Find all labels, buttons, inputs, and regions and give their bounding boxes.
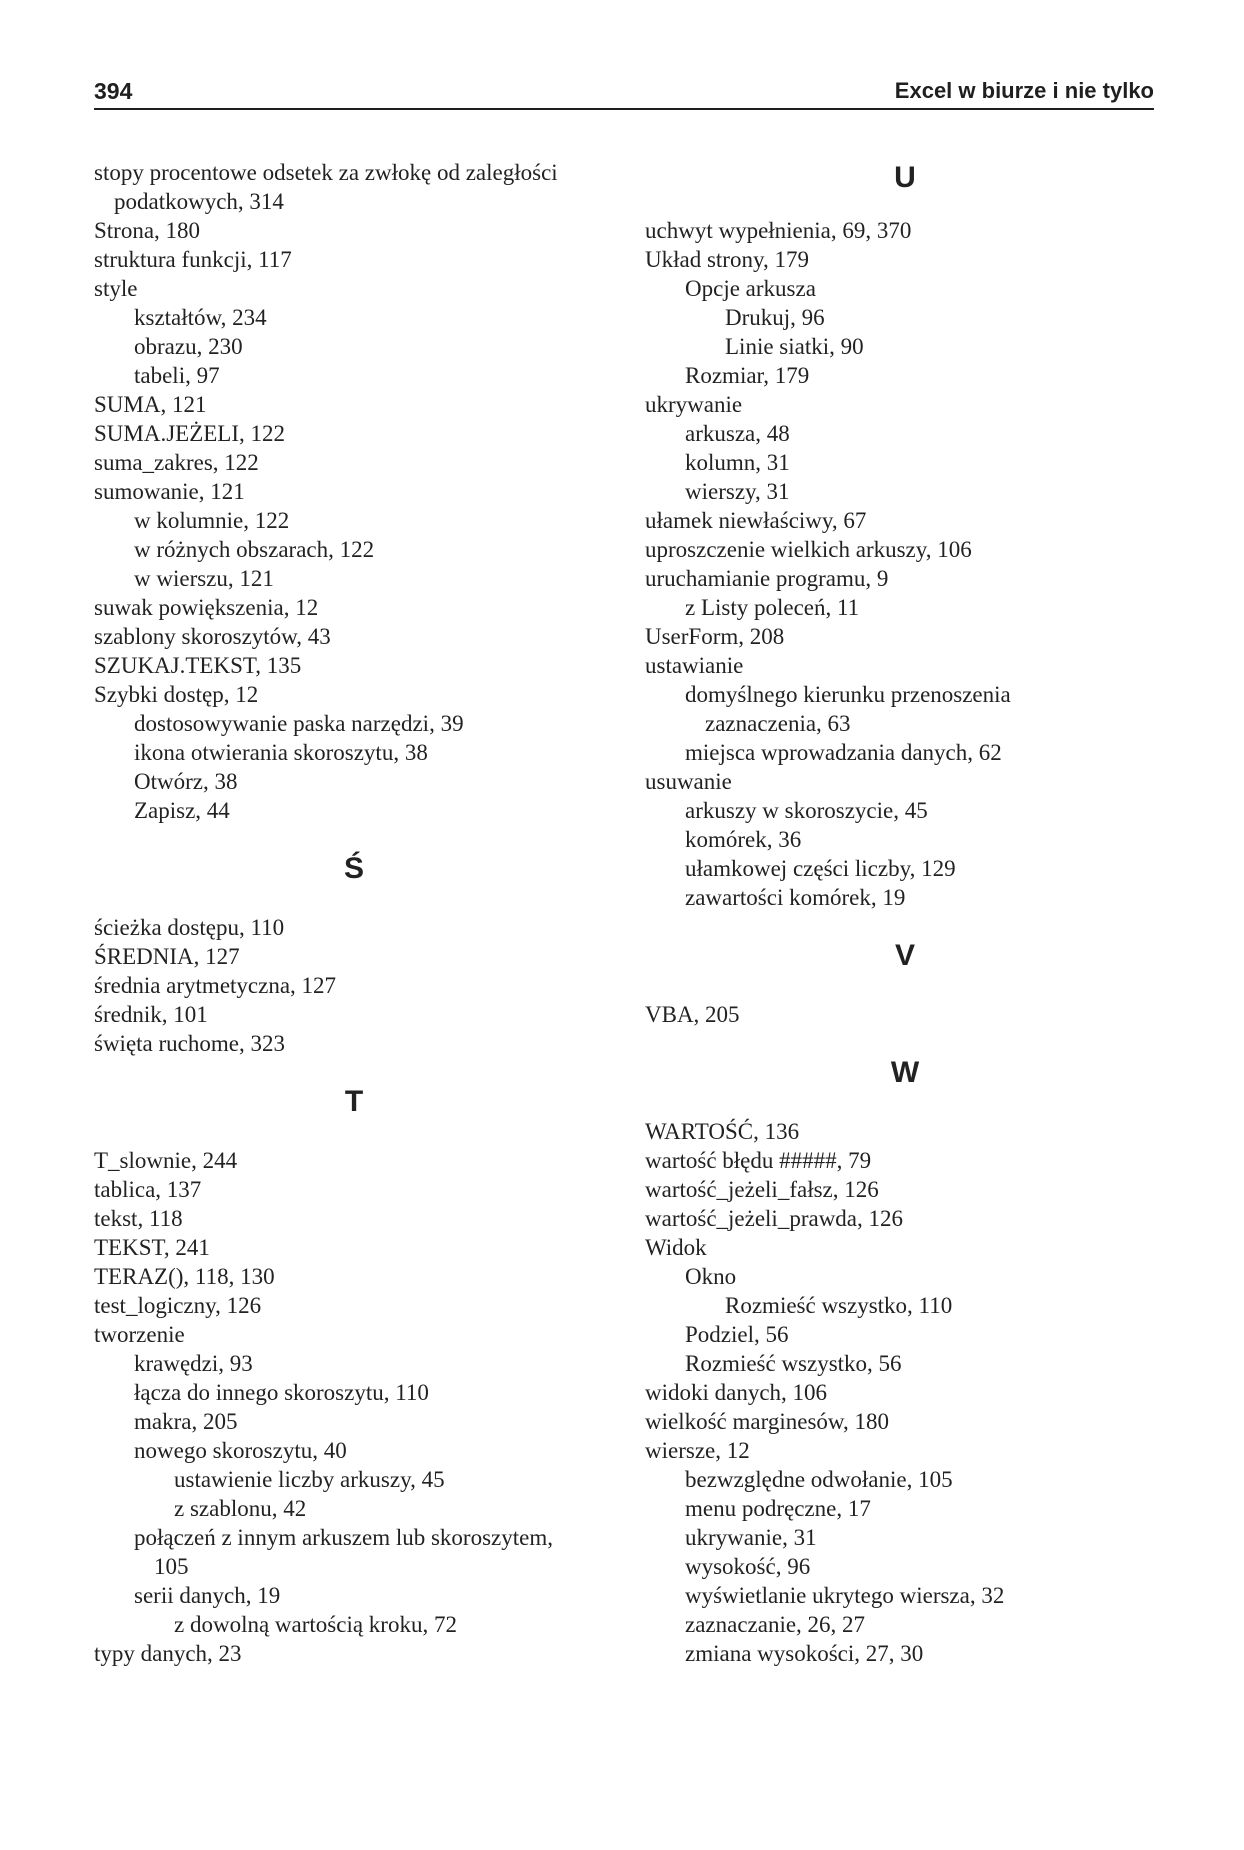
- entry-text: kształtów, 234: [134, 305, 267, 330]
- section-letter: U: [894, 161, 916, 194]
- entry-text: ułamek niewłaściwy, 67: [645, 508, 867, 533]
- index-subentry: [645, 680, 1165, 738]
- entry-text: suwak powiększenia, 12: [94, 595, 319, 620]
- entry-text: w wierszu, 121: [134, 566, 274, 591]
- index-subentry: [94, 332, 614, 361]
- index-subentry: [94, 796, 614, 825]
- section-letter: V: [894, 939, 915, 972]
- index-entry: [645, 1378, 1165, 1407]
- entry-text: z Listy poleceń, 11: [685, 595, 860, 620]
- index-subentry: [645, 332, 1165, 361]
- index-subentry: [94, 1494, 614, 1523]
- index-subentry: [645, 1291, 1165, 1320]
- entry-text: typy danych, 23: [94, 1641, 242, 1666]
- entry-text: ukrywanie, 31: [685, 1525, 817, 1550]
- entry-text: ukrywanie: [645, 392, 743, 417]
- section-letter: W: [890, 1056, 920, 1089]
- index-subentry: [645, 1349, 1165, 1378]
- index-subentry: [645, 1581, 1165, 1610]
- index-subentry: [645, 1552, 1165, 1581]
- entry-text: Okno: [685, 1264, 737, 1289]
- entry-text: zaznaczanie, 26, 27: [685, 1612, 866, 1637]
- index-entry: [94, 1639, 614, 1668]
- entry-text: obrazu, 230: [134, 334, 243, 359]
- entry-text: wysokość, 96: [685, 1554, 811, 1579]
- entry-text: w kolumnie, 122: [134, 508, 290, 533]
- entry-text: zmiana wysokości, 27, 30: [685, 1641, 924, 1666]
- entry-text: szablony skoroszytów, 43: [94, 624, 331, 649]
- entry-text: uruchamianie programu, 9: [645, 566, 889, 591]
- entry-text: z dowolną wartością kroku, 72: [174, 1612, 457, 1637]
- entry-text: Podziel, 56: [685, 1322, 789, 1347]
- index-entry: [645, 1175, 1165, 1204]
- entry-text: stopy procentowe odsetek za zwłokę od zaległości: [94, 160, 558, 185]
- page-number: 394: [94, 78, 133, 104]
- index-subentry: [94, 564, 614, 593]
- index-subentry: [645, 825, 1165, 854]
- index-subentry: [94, 1523, 614, 1581]
- index-subentry: [645, 361, 1165, 390]
- entry-text: Rozmiar, 179: [685, 363, 810, 388]
- section-letter: T: [344, 1085, 364, 1118]
- entry-text: wielkość marginesów, 180: [645, 1409, 890, 1434]
- entry-text: w różnych obszarach, 122: [134, 537, 375, 562]
- index-subentry: [645, 1494, 1165, 1523]
- entry-text: wiersze, 12: [645, 1438, 750, 1463]
- entry-text: SUMA, 121: [94, 392, 207, 417]
- index-entry: [94, 390, 614, 419]
- index-entry: [645, 506, 1165, 535]
- entry-text: WARTOŚĆ, 136: [645, 1119, 800, 1144]
- entry-text: suma_zakres, 122: [94, 450, 259, 475]
- index-entry: [94, 419, 614, 448]
- index-column-left: [94, 158, 614, 1668]
- section-letter: Ś: [343, 852, 364, 885]
- entry-text: Rozmieść wszystko, 56: [685, 1351, 902, 1376]
- index-subentry: [94, 303, 614, 332]
- entry-text: usuwanie: [645, 769, 732, 794]
- index-entry: [645, 535, 1165, 564]
- entry-text: arkusza, 48: [685, 421, 790, 446]
- entry-text: Otwórz, 38: [134, 769, 238, 794]
- index-subentry: [94, 535, 614, 564]
- index-subentry: [645, 274, 1165, 303]
- entry-text: średnik, 101: [94, 1002, 208, 1027]
- entry-text: wartość_jeżeli_fałsz, 126: [645, 1177, 879, 1202]
- entry-text: dostosowywanie paska narzędzi, 39: [134, 711, 464, 736]
- entry-text: menu podręczne, 17: [685, 1496, 871, 1521]
- entry-text: Strona, 180: [94, 218, 201, 243]
- index-entry: [94, 1175, 614, 1204]
- index-subentry: [645, 883, 1165, 912]
- index-entry: [94, 1320, 614, 1349]
- index-subentry: [645, 303, 1165, 332]
- index-entry: [645, 1146, 1165, 1175]
- entry-continuation: 105: [154, 1554, 189, 1579]
- entry-text: wartość błędu #####, 79: [645, 1148, 872, 1173]
- index-subentry: [94, 361, 614, 390]
- entry-text: z szablonu, 42: [174, 1496, 307, 1521]
- index-subentry: [94, 1465, 614, 1494]
- entry-text: Rozmieść wszystko, 110: [725, 1293, 953, 1318]
- index-subentry: [94, 1610, 614, 1639]
- entry-continuation: podatkowych, 314: [114, 189, 284, 214]
- index-subentry: [645, 1465, 1165, 1494]
- index-subentry: [645, 419, 1165, 448]
- entry-text: Zapisz, 44: [134, 798, 230, 823]
- entry-text: Drukuj, 96: [725, 305, 825, 330]
- index-entry: [94, 622, 614, 651]
- entry-text: wartość_jeżeli_prawda, 126: [645, 1206, 904, 1231]
- index-subentry: [645, 593, 1165, 622]
- entry-text: TEKST, 241: [94, 1235, 210, 1260]
- index-entry: [645, 1407, 1165, 1436]
- entry-continuation: zaznaczenia, 63: [705, 711, 851, 736]
- index-entry: [645, 1000, 1165, 1029]
- entry-text: ikona otwierania skoroszytu, 38: [134, 740, 428, 765]
- index-subentry: [645, 1639, 1165, 1668]
- index-subentry: [645, 796, 1165, 825]
- index-subentry: [645, 1320, 1165, 1349]
- index-entry: [645, 1233, 1165, 1262]
- index-entry: [645, 622, 1165, 651]
- index-entry: [645, 767, 1165, 796]
- entry-text: Opcje arkusza: [685, 276, 816, 301]
- entry-text: ścieżka dostępu, 110: [94, 915, 285, 940]
- index-entry: [645, 1117, 1165, 1146]
- index-entry: [94, 274, 614, 303]
- entry-text: style: [94, 276, 138, 301]
- entry-text: SUMA.JEŻELI, 122: [94, 421, 286, 446]
- index-subentry: [645, 738, 1165, 767]
- index-subentry: [94, 738, 614, 767]
- entry-text: makra, 205: [134, 1409, 238, 1434]
- entry-text: średnia arytmetyczna, 127: [94, 973, 337, 998]
- entry-text: nowego skoroszytu, 40: [134, 1438, 347, 1463]
- index-entry: [94, 971, 614, 1000]
- index-entry: [645, 651, 1165, 680]
- index-entry: [94, 1000, 614, 1029]
- entry-text: UserForm, 208: [645, 624, 785, 649]
- index-entry: [94, 651, 614, 680]
- index-subentry: [645, 1523, 1165, 1552]
- entry-text: SZUKAJ.TEKST, 135: [94, 653, 302, 678]
- running-title: Excel w biurze i nie tylko: [894, 78, 1154, 103]
- index-entry: [645, 1204, 1165, 1233]
- entry-text: komórek, 36: [685, 827, 802, 852]
- index-entry: [94, 245, 614, 274]
- entry-text: ułamkowej części liczby, 129: [685, 856, 956, 881]
- index-subentry: [94, 1436, 614, 1465]
- entry-text: łącza do innego skoroszytu, 110: [134, 1380, 429, 1405]
- index-entry: [94, 216, 614, 245]
- entry-text: krawędzi, 93: [134, 1351, 253, 1376]
- index-subentry: [94, 767, 614, 796]
- entry-text: połączeń z innym arkuszem lub skoroszytem,: [134, 1525, 553, 1550]
- entry-text: ustawienie liczby arkuszy, 45: [174, 1467, 445, 1492]
- entry-text: wierszy, 31: [685, 479, 790, 504]
- entry-text: tekst, 118: [94, 1206, 183, 1231]
- entry-text: Szybki dostęp, 12: [94, 682, 259, 707]
- index-entry: [94, 942, 614, 971]
- entry-text: TERAZ(), 118, 130: [94, 1264, 275, 1289]
- entry-text: miejsca wprowadzania danych, 62: [685, 740, 1002, 765]
- index-subentry: [94, 709, 614, 738]
- page-header: [94, 78, 1154, 104]
- entry-text: kolumn, 31: [685, 450, 790, 475]
- entry-text: Widok: [645, 1235, 707, 1260]
- index-entry: [94, 680, 614, 709]
- entry-text: Linie siatki, 90: [725, 334, 864, 359]
- entry-text: ŚREDNIA, 127: [94, 944, 240, 969]
- index-entry: [94, 1029, 614, 1058]
- index-entry: [94, 913, 614, 942]
- entry-text: tabeli, 97: [134, 363, 220, 388]
- index-subentry: [645, 1610, 1165, 1639]
- index-subentry: [645, 854, 1165, 883]
- index-entry: [94, 1233, 614, 1262]
- index-entry: [645, 245, 1165, 274]
- index-subentry: [645, 1262, 1165, 1291]
- entry-text: święta ruchome, 323: [94, 1031, 285, 1056]
- index-entry: [94, 158, 614, 216]
- index-entry: [645, 216, 1165, 245]
- index-subentry: [94, 1378, 614, 1407]
- index-subentry: [94, 1349, 614, 1378]
- index-entry: [94, 448, 614, 477]
- index-subentry: [94, 1407, 614, 1436]
- index-subentry: [94, 1581, 614, 1610]
- entry-text: tablica, 137: [94, 1177, 202, 1202]
- entry-text: domyślnego kierunku przenoszenia: [685, 682, 1011, 707]
- index-entry: [645, 390, 1165, 419]
- entry-text: ustawianie: [645, 653, 744, 678]
- index-entry: [94, 477, 614, 506]
- entry-text: uchwyt wypełnienia, 69, 370: [645, 218, 912, 243]
- entry-text: T_slownie, 244: [94, 1148, 238, 1173]
- entry-text: struktura funkcji, 117: [94, 247, 292, 272]
- entry-text: serii danych, 19: [134, 1583, 281, 1608]
- entry-text: tworzenie: [94, 1322, 185, 1347]
- index-entry: [94, 1262, 614, 1291]
- index-subentry: [645, 477, 1165, 506]
- entry-text: arkuszy w skoroszycie, 45: [685, 798, 928, 823]
- entry-text: bezwzględne odwołanie, 105: [685, 1467, 953, 1492]
- index-subentry: [645, 448, 1165, 477]
- entry-text: test_logiczny, 126: [94, 1293, 262, 1318]
- index-entry: [94, 1146, 614, 1175]
- entry-text: Układ strony, 179: [645, 247, 809, 272]
- header-rule: [94, 108, 1154, 110]
- index-entry: [94, 1291, 614, 1320]
- index-entry: [645, 1436, 1165, 1465]
- index-entry: [94, 1204, 614, 1233]
- entry-text: VBA, 205: [645, 1002, 740, 1027]
- entry-text: uproszczenie wielkich arkuszy, 106: [645, 537, 972, 562]
- entry-text: widoki danych, 106: [645, 1380, 828, 1405]
- index-entry: [645, 564, 1165, 593]
- index-subentry: [94, 506, 614, 535]
- entry-text: wyświetlanie ukrytego wiersza, 32: [685, 1583, 1005, 1608]
- entry-text: sumowanie, 121: [94, 479, 245, 504]
- index-entry: [94, 593, 614, 622]
- entry-text: zawartości komórek, 19: [685, 885, 906, 910]
- index-column-right: [645, 158, 1165, 1668]
